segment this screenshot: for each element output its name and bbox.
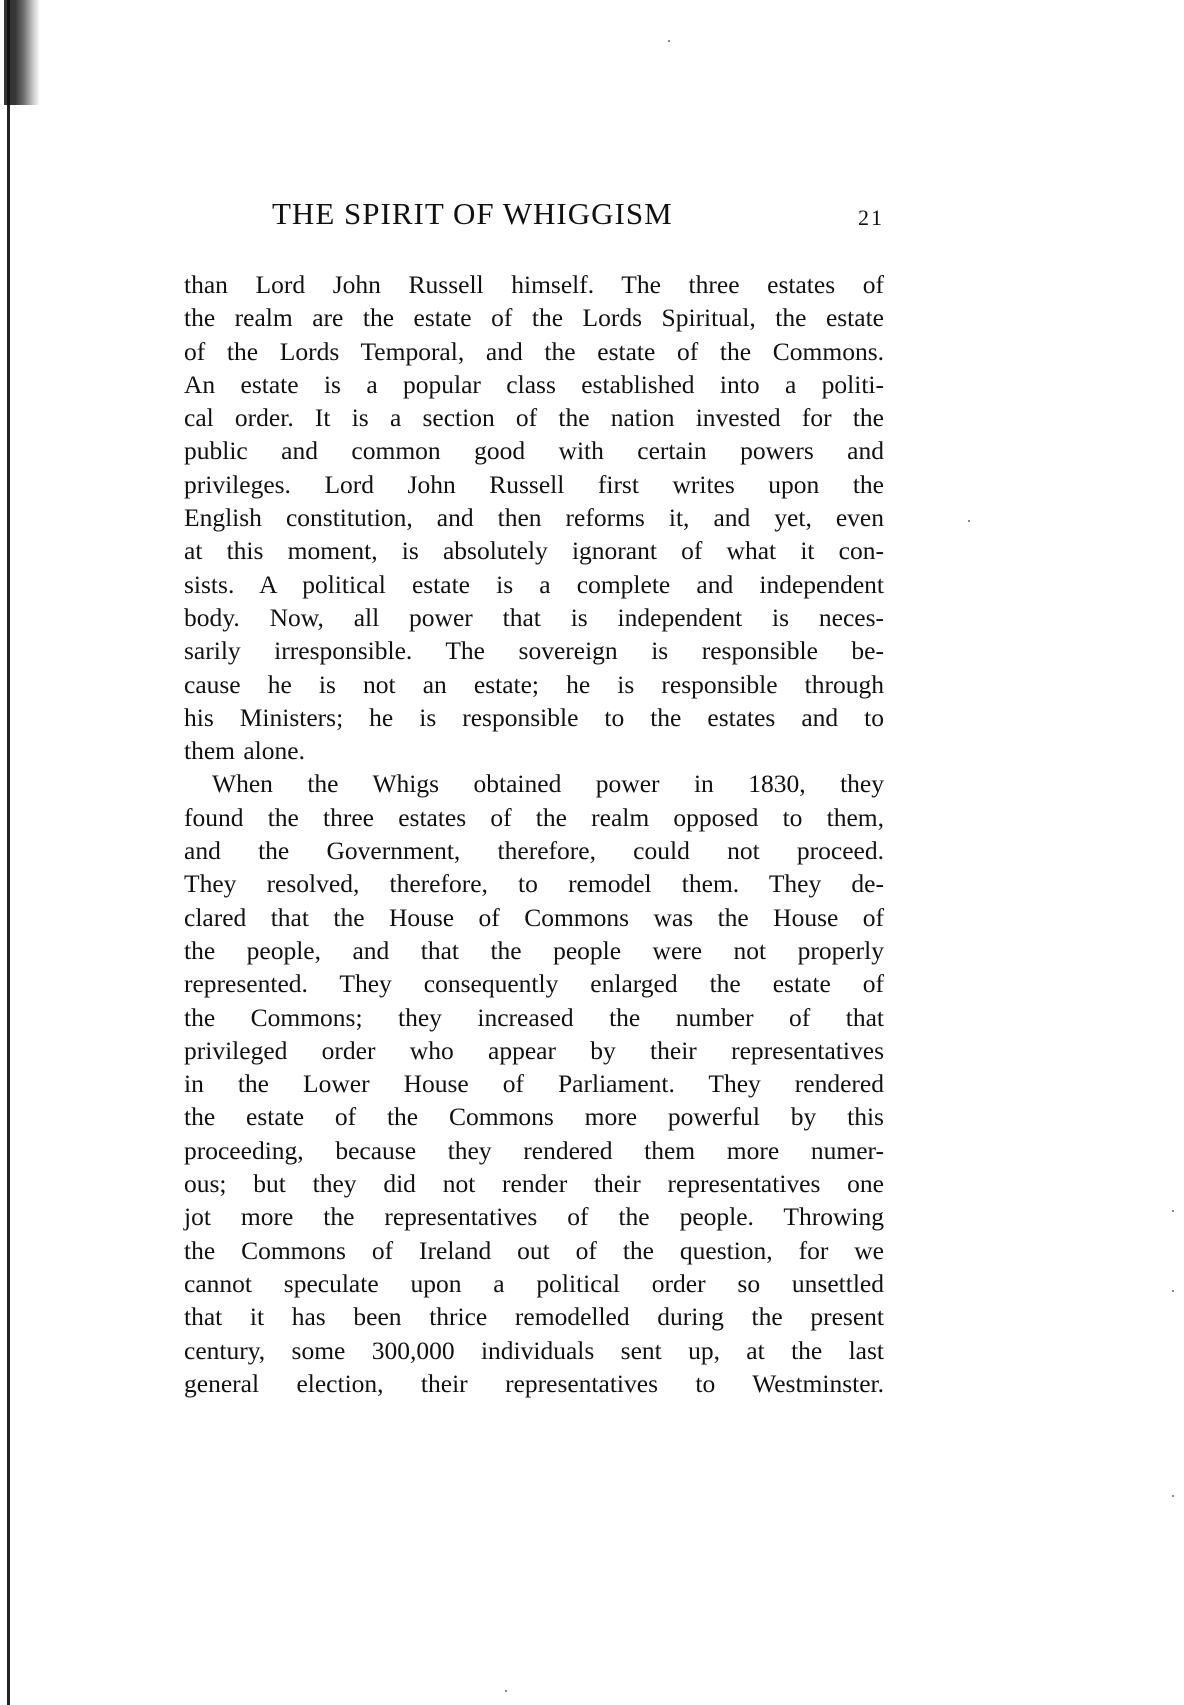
text-line: and the Government, therefore, could not proceed. <box>184 836 884 866</box>
text-line: When the Whigs obtained power in 1830, they <box>212 769 884 799</box>
text-line: privileges. Lord John Russell first writes upon the <box>184 469 884 499</box>
text-line: cause he is not an estate; he is responsible through <box>184 669 884 699</box>
text-line: them alone. <box>184 736 305 766</box>
text-line: privileged order who appear by their representatives <box>184 1035 884 1065</box>
text-line: English constitution, and then reforms it, and yet, even <box>184 503 884 533</box>
text-line: sists. A political estate is a complete and independent <box>184 569 884 599</box>
text-line: century, some 300,000 individuals sent up, at the last <box>184 1335 884 1365</box>
text-line: public and common good with certain powers and <box>184 436 884 466</box>
text-line: the Commons of Ireland out of the question, for we <box>184 1235 884 1265</box>
text-line: proceeding, because they rendered them more numer- <box>184 1135 884 1165</box>
scan-speck <box>968 520 970 522</box>
text-line: cal order. It is a section of the nation invested for the <box>184 403 884 433</box>
text-line: ous; but they did not render their representatives one <box>184 1169 884 1199</box>
page-binding-edge <box>7 0 10 1705</box>
text-line: An estate is a popular class established into a politi- <box>184 369 884 399</box>
text-line: cannot speculate upon a political order so unsettled <box>184 1268 884 1298</box>
scan-speck <box>505 1690 507 1692</box>
scan-speck <box>668 40 670 42</box>
text-line: his Ministers; he is responsible to the estates and to <box>184 702 884 732</box>
scan-speck <box>1172 1290 1174 1292</box>
text-line: found the three estates of the realm opposed to them, <box>184 802 884 832</box>
text-line: the estate of the Commons more powerful by this <box>184 1102 884 1132</box>
text-line: general election, their representatives to Westminster. <box>184 1368 884 1398</box>
scan-speck <box>1172 1495 1174 1497</box>
text-line: sarily irresponsible. The sovereign is responsible be- <box>184 636 884 666</box>
text-line: that it has been thrice remodelled during the present <box>184 1302 884 1332</box>
text-line: clared that the House of Commons was the House of <box>184 902 884 932</box>
text-line: at this moment, is absolutely ignorant of what it con- <box>184 536 884 566</box>
scan-artifact <box>4 0 40 105</box>
running-title: THE SPIRIT OF WHIGGISM <box>272 196 673 231</box>
text-line: jot more the representatives of the people. Throwing <box>184 1202 884 1232</box>
text-line: the people, and that the people were not properly <box>184 935 884 965</box>
scan-speck <box>1172 1210 1174 1212</box>
text-line: the realm are the estate of the Lords Spiritual, the estate <box>184 303 884 333</box>
text-line: represented. They consequently enlarged the estate of <box>184 969 884 999</box>
page-header <box>272 196 884 236</box>
text-line: than Lord John Russell himself. The three estates of <box>184 270 884 299</box>
text-line: of the Lords Temporal, and the estate of the Commons. <box>184 336 884 366</box>
text-line: the Commons; they increased the number of that <box>184 1002 884 1032</box>
body-text <box>184 268 884 1400</box>
page-number: 21 <box>858 205 884 230</box>
text-line: They resolved, therefore, to remodel them. They de- <box>184 869 884 899</box>
text-line: in the Lower House of Parliament. They rendered <box>184 1069 884 1099</box>
text-line: body. Now, all power that is independent is neces- <box>184 602 884 632</box>
